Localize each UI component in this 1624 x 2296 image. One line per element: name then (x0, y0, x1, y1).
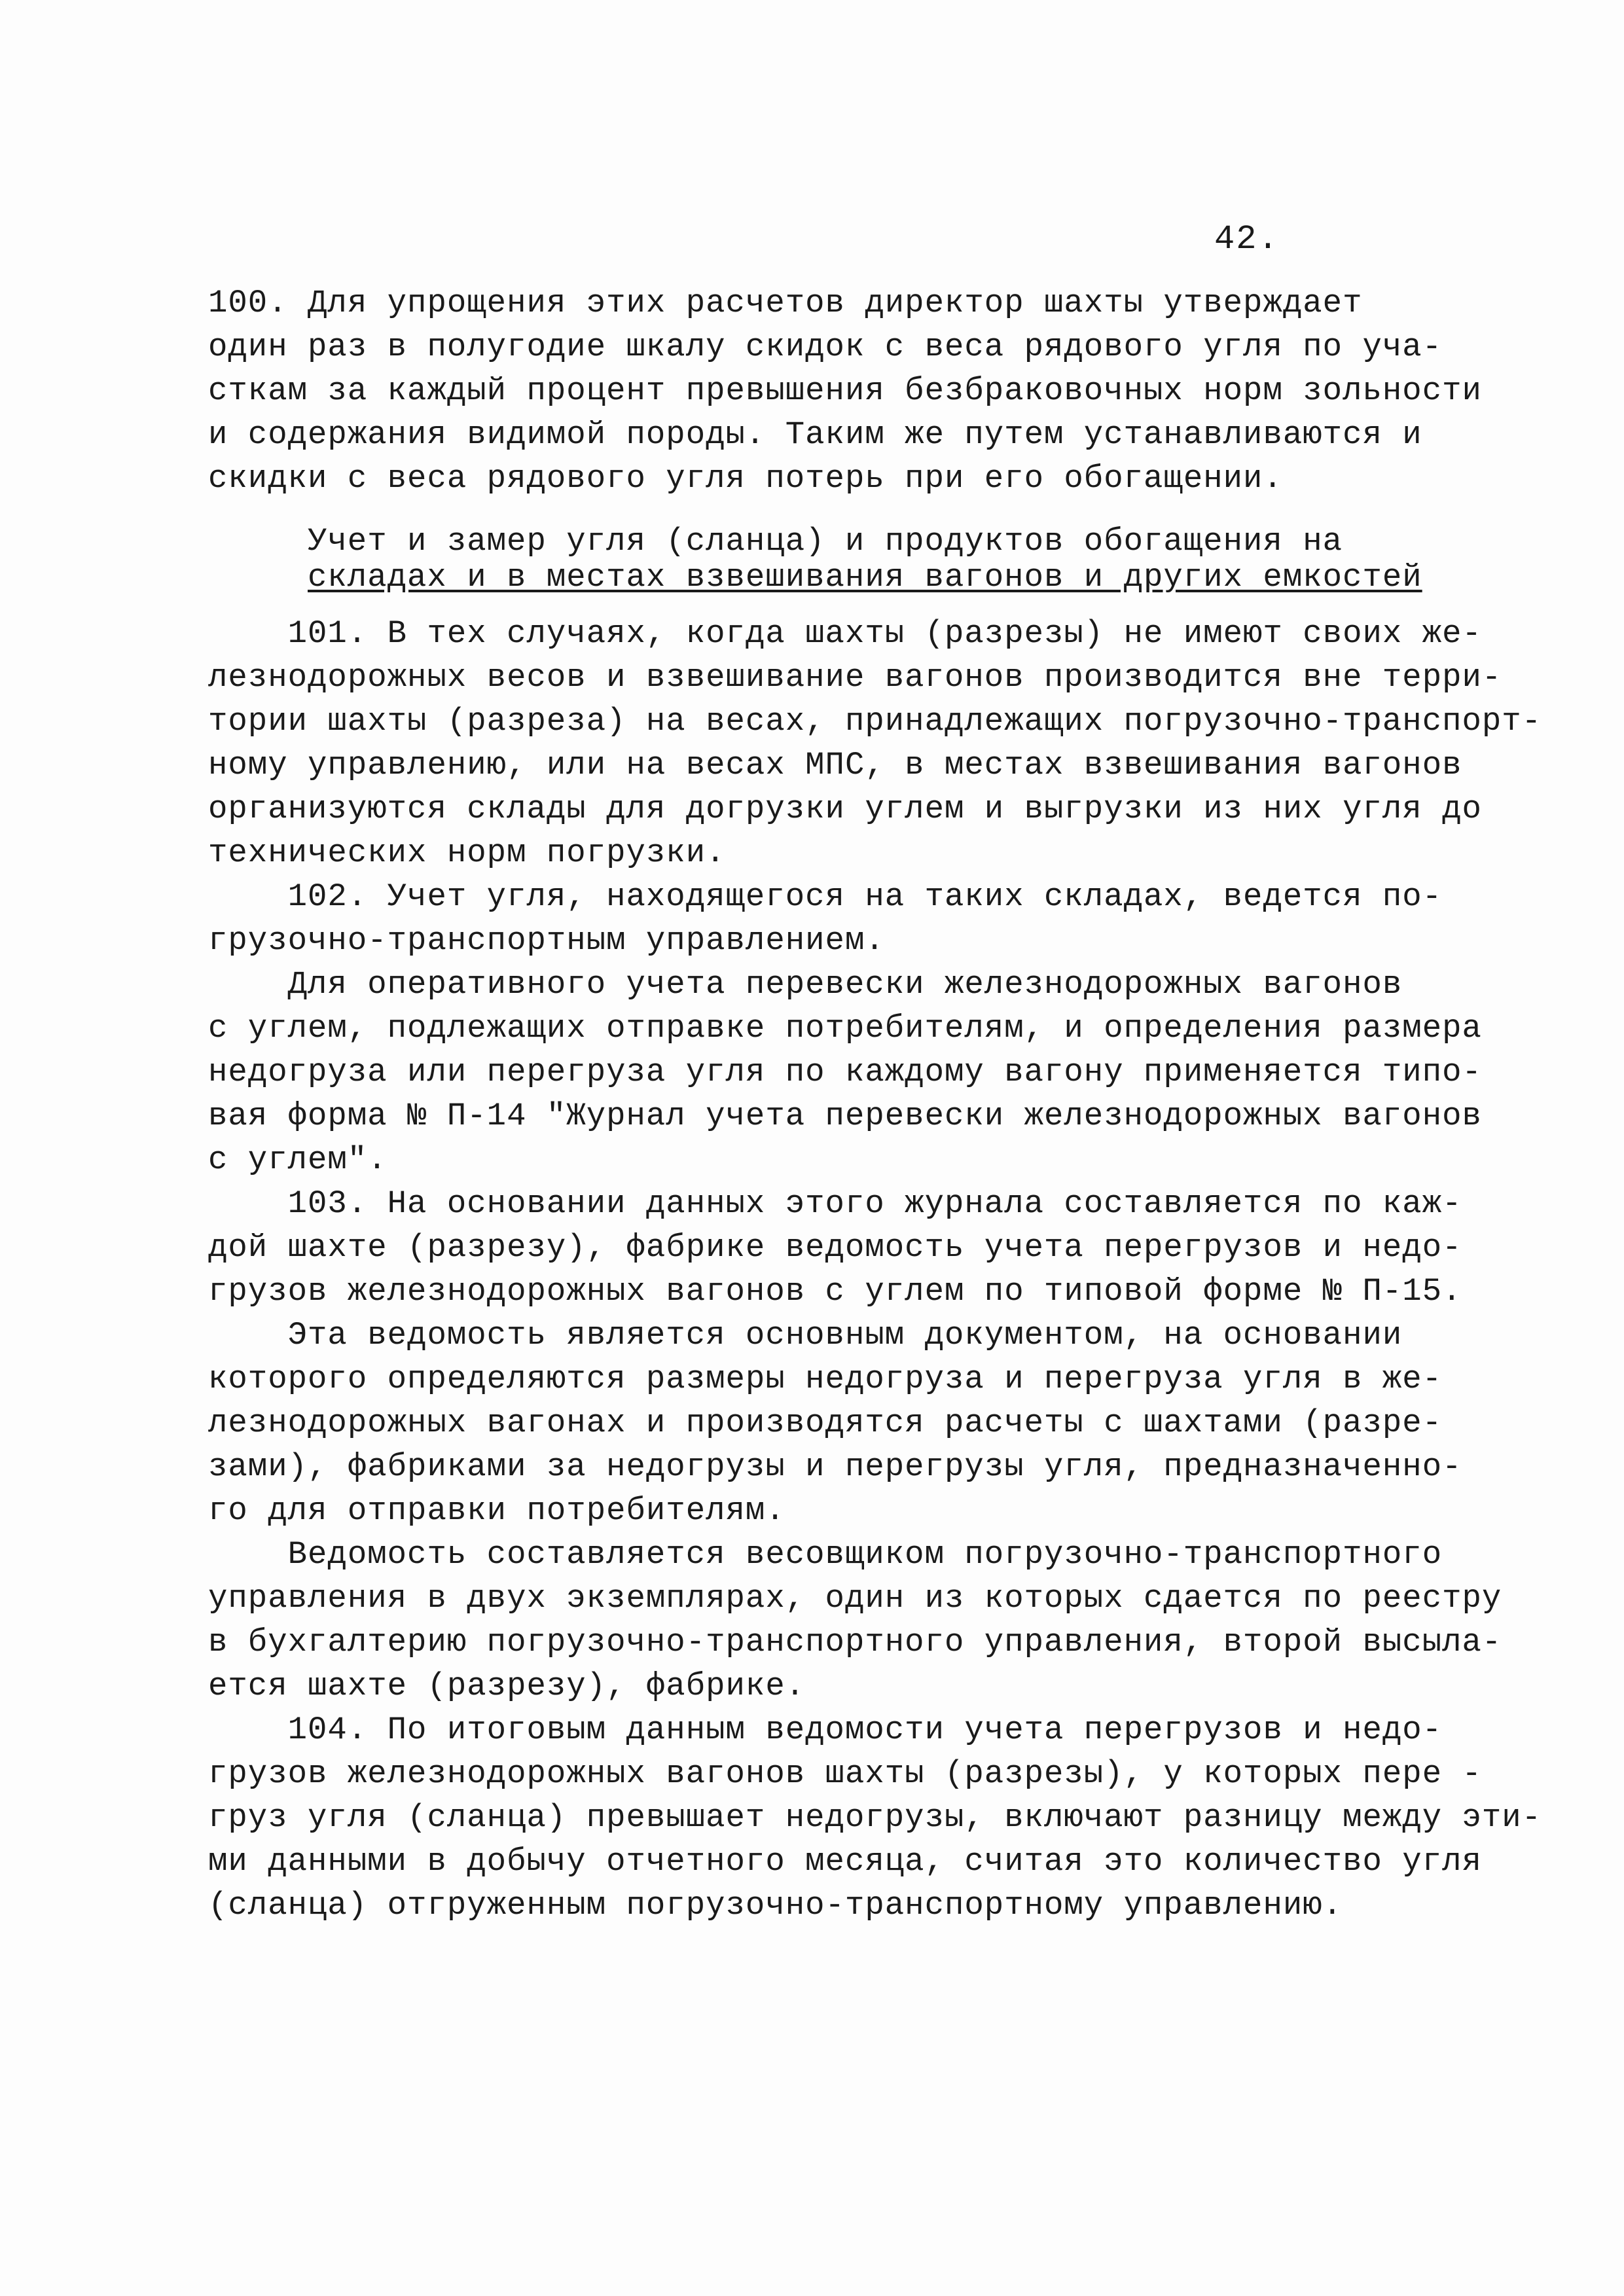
text-line: которого определяются размеры недогруза и перегруза угля в же- (208, 1361, 1443, 1397)
text-line: с углем". (208, 1141, 388, 1178)
text-line: дой шахте (разрезу), фабрике ведомость учета перегрузов и недо- (208, 1229, 1462, 1266)
text-line: грузочно-транспортным управлением. (208, 922, 885, 959)
text-line: (сланца) отгруженным погрузочно-транспортному управлению. (208, 1887, 1343, 1924)
text-line: недогруза или перегруза угля по каждому вагону применяется типо- (208, 1054, 1482, 1090)
text-line: Для оперативного учета перевески железнодорожных вагонов (208, 966, 1403, 1003)
text-line: один раз в полугодие шкалу скидок с веса рядового угля по уча- (208, 329, 1443, 365)
text-line: тории шахты (разреза) на весах, принадлежащих погрузочно-транспорт- (208, 703, 1542, 740)
text-line: ми данными в добычу отчетного месяца, считая это количество угля (208, 1843, 1482, 1880)
text-line: лезнодорожных вагонах и производятся расчеты с шахтами (разре- (208, 1405, 1443, 1441)
text-line: 104. По итоговым данным ведомости учета перегрузов и недо- (208, 1712, 1443, 1748)
text-line: технических норм погрузки. (208, 834, 726, 871)
text-line: го для отправки потребителям. (208, 1492, 785, 1529)
text-line: зами), фабриками за недогрузы и перегрузы угля, предназначенно- (208, 1448, 1462, 1485)
text-line: груз угля (сланца) превышает недогрузы, включают разницу между эти- (208, 1799, 1542, 1836)
text-line: грузов железнодорожных вагонов с углем по типовой форме № П-15. (208, 1273, 1462, 1310)
text-line: организуются склады для догрузки углем и выгрузки из них угля до (208, 791, 1482, 827)
text-line: ется шахте (разрезу), фабрике. (208, 1668, 806, 1704)
text-line: лезнодорожных весов и взвешивание вагонов производится вне терри- (208, 659, 1502, 696)
text-line: 100. Для упрощения этих расчетов директор шахты утверждает (208, 285, 1363, 321)
text-line: грузов железнодорожных вагонов шахты (разрезы), у которых пере - (208, 1755, 1482, 1792)
text-line: с углем, подлежащих отправке потребителям, и определения размера (208, 1010, 1482, 1047)
text-line: скидки с веса рядового угля потерь при его обогащении. (208, 460, 1283, 497)
text-line: и содержания видимой породы. Таким же путем устанавливаются и (208, 416, 1422, 453)
text-line: Ведомость составляется весовщиком погрузочно-транспортного (208, 1536, 1443, 1573)
text-line: в бухгалтерию погрузочно-транспортного управления, второй высыла- (208, 1624, 1502, 1660)
section-body (208, 612, 1542, 1928)
text-line: управления в двух экземплярах, один из которых сдается по реестру (208, 1580, 1502, 1617)
section-heading (308, 524, 1460, 596)
text-line: ному управлению, или на весах МПС, в местах взвешивания вагонов (208, 747, 1462, 783)
text-line: сткам за каждый процент превышения безбраковочных норм зольности (208, 372, 1482, 409)
text-line: 101. В тех случаях, когда шахты (разрезы) не имеют своих же- (208, 615, 1482, 652)
page-number: 42. (1214, 220, 1280, 259)
heading-line: складах и в местах взвешивания вагонов и других емкостей (308, 559, 1422, 596)
text-line: 103. На основании данных этого журнала составляется по каж- (208, 1185, 1462, 1222)
text-line: 102. Учет угля, находящегося на таких складах, ведется по- (208, 878, 1443, 915)
text-line: вая форма № П-14 "Журнал учета перевески железнодорожных вагонов (208, 1098, 1482, 1134)
paragraph-100 (208, 281, 1482, 501)
heading-line: Учет и замер угля (сланца) и продуктов обогащения на (308, 523, 1343, 560)
text-line: Эта ведомость является основным документом, на основании (208, 1317, 1403, 1354)
